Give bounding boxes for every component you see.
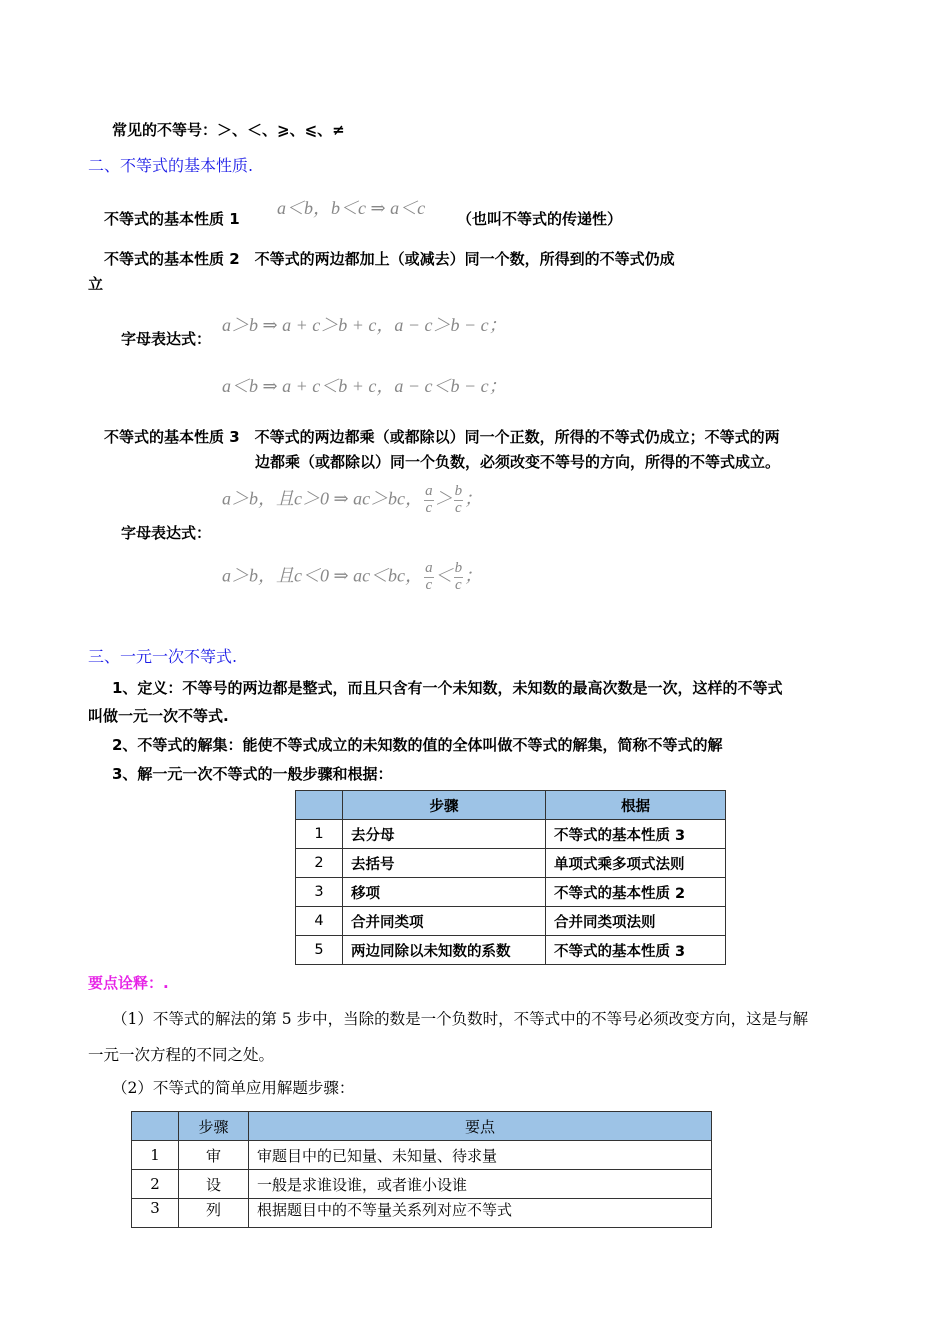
cell-step: 设: [179, 1170, 249, 1199]
table-row: [296, 907, 726, 936]
property2-expr-label: 字母表达式：: [121, 330, 212, 348]
fraction-b-over-c: [454, 484, 464, 517]
section3-heading: 三、一元一次不等式.: [88, 647, 238, 666]
header-step: 步骤: [343, 791, 546, 820]
relation: ＜: [434, 565, 453, 586]
cell-key-point: 一般是求谁设谁，或者谁小设谁: [249, 1170, 712, 1199]
cell-index: 2: [132, 1170, 179, 1199]
relation: ＞: [434, 488, 453, 509]
cell-key-point: 根据题目中的不等量关系列对应不等式: [249, 1199, 712, 1228]
cell-basis: 不等式的基本性质 2: [546, 878, 726, 907]
note1-line1: （1）不等式的解法的第 5 步中，当除的数是一个负数时，不等式中的不等号必须改变方向，这是与解: [112, 1010, 809, 1028]
table-row: [132, 1170, 712, 1199]
property3-line2: 边都乘（或都除以）同一个负数，必须改变不等号的方向，所得的不等式成立。: [255, 453, 781, 471]
semicolon: ；: [464, 565, 483, 586]
cell-index: 5: [296, 936, 343, 965]
fraction-a-over-c: [424, 561, 434, 594]
table-header-row: [296, 791, 726, 820]
property1-formula: a＜b，b＜c ⇒ a＜c: [277, 198, 426, 218]
semicolon: ；: [464, 488, 483, 509]
denominator: c: [454, 499, 462, 516]
cell-basis: 不等式的基本性质 3: [546, 936, 726, 965]
cell-step: 列: [179, 1199, 249, 1228]
fraction-a-over-c: [424, 484, 434, 517]
property3-line1: 不等式的基本性质 3 不等式的两边都乘（或都除以）同一个正数，所得的不等式仍成立；不等式的两: [104, 428, 780, 446]
cell-key-point: 审题目中的已知量、未知量、待求量: [249, 1141, 712, 1170]
formula2-main: a＞b，且c＜0 ⇒ ac＜bc，: [222, 565, 424, 586]
table-row: [296, 878, 726, 907]
table-row: [296, 849, 726, 878]
cell-basis: 合并同类项法则: [546, 907, 726, 936]
cell-step: 去分母: [343, 820, 546, 849]
property1-label: 不等式的基本性质 1: [104, 210, 240, 228]
property2-line1: 不等式的基本性质 2 不等式的两边都加上（或减去）同一个数，所得到的不等式仍成: [104, 250, 675, 268]
property2-line2: 立: [88, 275, 104, 293]
header-step: 步骤: [179, 1112, 249, 1141]
numerator: a: [425, 560, 433, 576]
cell-index: 1: [132, 1141, 179, 1170]
denominator: c: [425, 576, 433, 593]
property3-formula1: [222, 484, 482, 517]
cell-step: 去括号: [343, 849, 546, 878]
section2-heading: 二、不等式的基本性质.: [88, 156, 254, 175]
property2-formula1: a＞b ⇒ a + c＞b + c，a − c＞b − c；: [222, 315, 507, 335]
cell-index: 3: [296, 878, 343, 907]
denominator: c: [454, 576, 462, 593]
definition-line1: 1、定义：不等号的两边都是整式，而且只含有一个未知数，未知数的最高次数是一次，这样的不等式: [112, 679, 783, 697]
cell-basis: 不等式的基本性质 3: [546, 820, 726, 849]
header-basis: 根据: [546, 791, 726, 820]
cell-basis: 单项式乘多项式法则: [546, 849, 726, 878]
cell-step: 两边同除以未知数的系数: [343, 936, 546, 965]
fraction-b-over-c: [454, 561, 464, 594]
table-row: [296, 936, 726, 965]
common-inequality-signs: 常见的不等号：＞、＜、⩾、⩽、≠: [112, 121, 345, 139]
cell-step: 审: [179, 1141, 249, 1170]
table-row: [132, 1199, 712, 1228]
cell-index: 2: [296, 849, 343, 878]
cell-step: 移项: [343, 878, 546, 907]
header-index: [132, 1112, 179, 1141]
header-index: [296, 791, 343, 820]
numerator: a: [425, 483, 433, 499]
cell-index: 1: [296, 820, 343, 849]
steps-intro: 3、解一元一次不等式的一般步骤和根据：: [112, 765, 393, 783]
note2: （2）不等式的简单应用解题步骤：: [112, 1079, 355, 1097]
property1-note: （也叫不等式的传递性）: [457, 210, 623, 228]
notes-heading: 要点诠释：.: [88, 974, 169, 992]
header-key-point: 要点: [249, 1112, 712, 1141]
cell-index: 4: [296, 907, 343, 936]
table-row: [296, 820, 726, 849]
numerator: b: [454, 483, 463, 499]
formula1-main: a＞b，且c＞0 ⇒ ac＞bc，: [222, 488, 424, 509]
cell-step: 合并同类项: [343, 907, 546, 936]
property3-formula2: [222, 561, 482, 594]
application-steps-table: [131, 1111, 712, 1228]
numerator: b: [454, 560, 463, 576]
denominator: c: [425, 499, 433, 516]
table-row: [132, 1141, 712, 1170]
note1-line2: 一元一次方程的不同之处。: [88, 1046, 275, 1064]
property2-formula2: a＜b ⇒ a + c＜b + c，a − c＜b − c；: [222, 376, 507, 396]
cell-index: 3: [132, 1199, 179, 1228]
definition-line2: 叫做一元一次不等式.: [88, 707, 229, 725]
table-header-row: [132, 1112, 712, 1141]
solving-steps-table: [295, 790, 726, 965]
solution-set-text: 2、不等式的解集：能使不等式成立的未知数的值的全体叫做不等式的解集，简称不等式的解: [112, 736, 723, 754]
property3-expr-label: 字母表达式：: [121, 524, 212, 542]
